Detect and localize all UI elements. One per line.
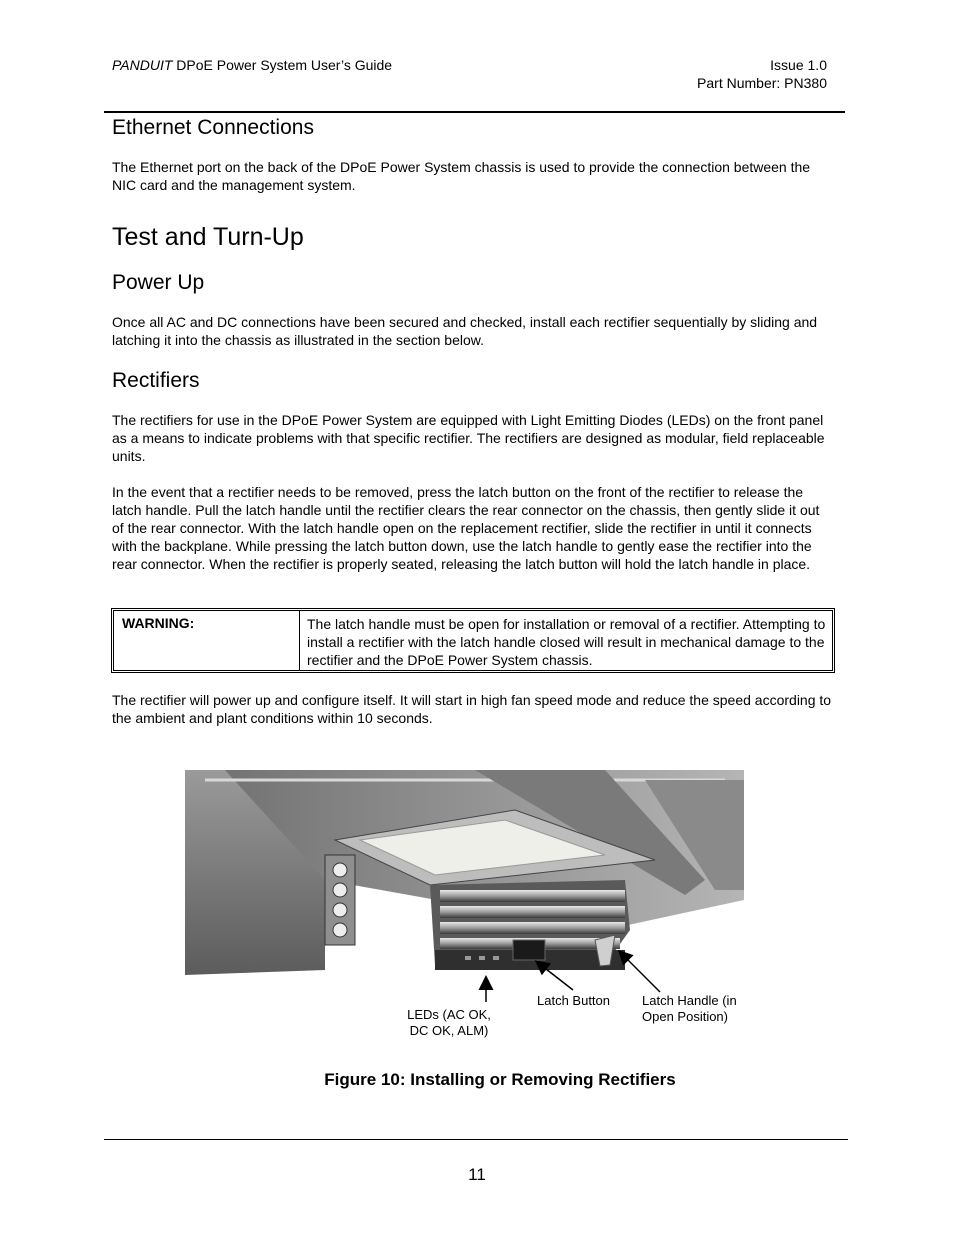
figure-title: Figure 10: Installing or Removing Rectifiers: [324, 1070, 676, 1089]
callout-latch-handle: [642, 993, 737, 1025]
para-power-up: Once all AC and DC connections have been secured and checked, install each rectifier sequentially by sliding and latching it into the chassis as illustrated in the section below.: [112, 314, 818, 348]
para-rectifiers-2: In the event that a rectifier needs to be removed, press the latch button on the front of the rectifier to release the latch handle. Pull the latch handle until the rectifier clears the rear connector on the chassis, then gently slide it out of the rear connector. With the latch handle open on the replacement rectifier, slide the rectifier in until it connects with the backplane. While pressing the latch button down, use the latch handle to gently ease the rectifier into the rear connector. When the rectifier is properly seated, releasing the latch button will hold the latch handle in place.: [112, 484, 820, 572]
warning-divider: [299, 611, 300, 670]
arrow-latch-handle: [620, 952, 660, 992]
heading-ethernet-connections: Ethernet Connections: [112, 116, 314, 139]
header-issue: Issue 1.0: [770, 57, 827, 73]
callout-leds-line2: DC OK, ALM): [409, 1023, 489, 1038]
callout-latch-button: Latch Button: [537, 993, 610, 1008]
callout-leds-line1: LEDs (AC OK,: [407, 1007, 491, 1022]
warning-label: WARNING:: [122, 615, 195, 631]
header-guide-title: DPoE Power System User’s Guide: [172, 57, 393, 73]
heading-test-turn-up: Test and Turn-Up: [112, 223, 304, 251]
footer-rule: [104, 1139, 848, 1140]
header-part-number: Part Number: PN380: [697, 75, 827, 91]
para-rectifiers-1: The rectifiers for use in the DPoE Power System are equipped with Light Emitting Diodes (LEDs) on the front panel as a means to indicate problems with that specific rectifier. The rectifiers are designed as modular, field replaceable units.: [112, 412, 825, 464]
heading-power-up: Power Up: [112, 271, 205, 294]
heading-rectifiers: Rectifiers: [112, 369, 200, 392]
warning-table: [111, 608, 835, 673]
callout-leds: [394, 1007, 504, 1039]
header-title: [112, 57, 392, 74]
arrow-latch-button: [537, 962, 573, 990]
page-number: 11: [468, 1165, 486, 1184]
header-rule: [104, 111, 845, 113]
para-ethernet: The Ethernet port on the back of the DPoE Power System chassis is used to provide the connection between the NIC card and the management system.: [112, 159, 811, 193]
warning-text: The latch handle must be open for installation or removal of a rectifier. Attempting to install a rectifier with the latch handle closed will result in mechanical damage to the rectifier and the DPoE Power System chassis.: [307, 616, 826, 668]
header-brand: PANDUIT: [112, 57, 173, 73]
para-rectifiers-3: The rectifier will power up and configure itself. It will start in high fan speed mode and reduce the speed according to the ambient and plant conditions within 10 seconds.: [112, 692, 832, 726]
callout-handle-line2: Open Position): [642, 1009, 728, 1024]
callout-handle-line1: Latch Handle (in: [642, 993, 737, 1008]
